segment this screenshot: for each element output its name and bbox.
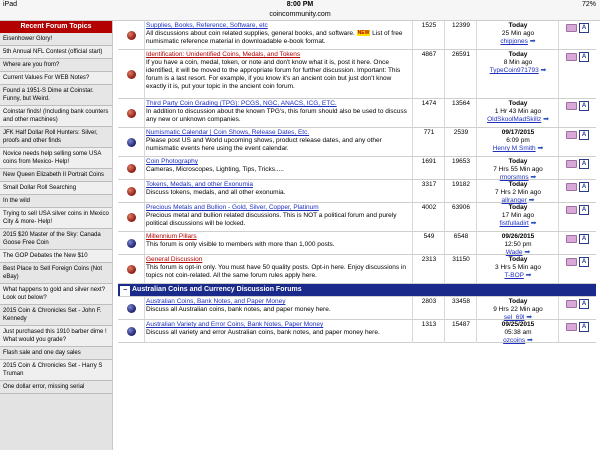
- last-post-date: Today: [508, 204, 528, 211]
- forum-status-cell: [118, 180, 145, 202]
- last-post-time: 1 Hr 43 Min ago: [494, 108, 542, 115]
- forum-title-link[interactable]: Australian Variety and Error Coins, Bank Notes, Paper Money: [146, 321, 324, 328]
- forum-title-link[interactable]: General Discussion: [146, 256, 203, 263]
- forum-row: [118, 297, 596, 320]
- post-count: 6548: [444, 232, 477, 255]
- last-post-user-link[interactable]: OldSkoolMadSkillz: [487, 116, 542, 123]
- folder-icon[interactable]: [566, 53, 577, 61]
- forum-list: [118, 21, 596, 450]
- last-post-time: 7 Hrs 2 Min ago: [495, 189, 541, 196]
- topic-count: 1313: [412, 320, 445, 343]
- url-bar[interactable]: coincommunity.com: [0, 9, 600, 21]
- last-post: [476, 255, 559, 284]
- last-post-user-link[interactable]: chipjones: [500, 38, 528, 45]
- forum-description: Discuss all Australian coins, bank notes, and paper money here.: [146, 306, 331, 313]
- forum-row: [118, 21, 596, 50]
- forum-description: If you have a coin, medal, token, or note and don't know what it is, post it here. Once identified, it will be moved to the appropriate forum for further discussion. Important: This forum is a last resort. For example, if you know it's an ancient coin but just don't know exactly it is, put your topic in the ancient coin forum.: [146, 59, 401, 90]
- last-post: [476, 21, 559, 50]
- last-post-user-link[interactable]: T-BOP: [504, 272, 524, 279]
- forum-description: All discussions about coin related supplies, general books, and software. NEW List of free numismatic reference material in downloadable e-book format.: [146, 30, 403, 45]
- last-post: [476, 297, 559, 320]
- sidebar-topic-link[interactable]: 2015 Coin & Chronicles Set - Harry S Truman: [0, 360, 112, 381]
- last-post-user-line: [487, 116, 549, 123]
- last-post-time: 17 Min ago: [501, 212, 535, 219]
- last-post-time: 12:50 pm: [504, 241, 532, 248]
- a-box-icon[interactable]: A: [579, 299, 589, 309]
- collapse-toggle-icon[interactable]: −: [120, 286, 130, 296]
- arrow-right-icon[interactable]: ➡: [524, 249, 531, 256]
- a-box-icon[interactable]: A: [579, 52, 589, 62]
- folder-icon[interactable]: [566, 206, 577, 214]
- folder-icon[interactable]: [566, 160, 577, 168]
- last-post-user-link[interactable]: Wade: [505, 249, 523, 256]
- last-post: [476, 99, 559, 128]
- forum-description: Please post US and World upcoming shows, product release dates, and any other numismatic events here using the event calendar.: [146, 137, 382, 152]
- forum-row: [118, 50, 596, 99]
- forum-status-cell: [118, 320, 145, 342]
- recent-topics-sidebar: [0, 21, 113, 450]
- topic-count: 2803: [412, 297, 445, 320]
- forum-actions: [558, 320, 596, 342]
- a-box-icon[interactable]: A: [579, 101, 589, 111]
- sidebar-topic-link[interactable]: Found a 1951-S Dime at Coinstar. Funny, but Weird.: [0, 85, 112, 106]
- clock: 8:00 PM: [286, 1, 314, 8]
- last-post-date: Today: [508, 51, 528, 58]
- a-box-icon[interactable]: A: [579, 159, 589, 169]
- sidebar-topic-link[interactable]: In the wild: [0, 195, 112, 208]
- forum-title-link[interactable]: Tokens, Medals, and other Exonumia: [146, 181, 253, 188]
- ios-status-bar: [0, 0, 600, 9]
- last-post-time: 6:09 pm: [506, 137, 530, 144]
- forum-description: This forum is only visible to members with more than 1,000 posts.: [146, 241, 335, 248]
- last-post-date: 09/17/2015: [501, 129, 535, 136]
- sidebar-topic-link[interactable]: Trying to sell USA silver coins in Mexico City & more- Help!: [0, 208, 112, 229]
- forum-title-link[interactable]: Numismatic Calendar | Coin Shows, Release Dates, Etc.: [146, 129, 310, 136]
- topic-count: 4002: [412, 203, 445, 232]
- sidebar-topic-link[interactable]: Small Dollar Roll Searching: [0, 182, 112, 195]
- arrow-right-icon[interactable]: ➡: [525, 272, 532, 279]
- device-label: iPad: [3, 1, 18, 8]
- last-post: [476, 232, 559, 255]
- forum-status-cell: [118, 203, 145, 231]
- arrow-right-icon[interactable]: ➡: [530, 220, 537, 227]
- forum-status-icon: [127, 70, 136, 79]
- last-post-date: Today: [508, 256, 528, 263]
- sidebar-topic-link[interactable]: 5th Annual NFL Contest (official start): [0, 46, 112, 59]
- forum-status-icon: [127, 187, 136, 196]
- forum-actions: [558, 128, 596, 156]
- sidebar-topic-link[interactable]: One dollar error, missing serial: [0, 381, 112, 394]
- last-post-user-link[interactable]: TypeCoin971793: [489, 67, 539, 74]
- forum-status-icon: [127, 213, 136, 222]
- folder-icon[interactable]: [566, 300, 577, 308]
- last-post-date: Today: [508, 100, 528, 107]
- forum-info: [146, 50, 408, 93]
- forum-status-icon: [127, 31, 136, 40]
- last-post-user-link[interactable]: Henry M Smith: [492, 145, 536, 152]
- forum-actions: [558, 232, 596, 254]
- forum-description: Cameras, Microscopes, Lighting, Tips, Tricks.....: [146, 166, 284, 173]
- forum-row: [118, 128, 596, 157]
- forum-row: [118, 232, 596, 255]
- last-post-user-line: [500, 38, 535, 45]
- last-post: [476, 203, 559, 232]
- folder-icon[interactable]: [566, 235, 577, 243]
- forum-title-link[interactable]: Millennium Pillars: [146, 233, 197, 240]
- sidebar-title: Recent Forum Topics: [0, 21, 112, 33]
- folder-icon[interactable]: [566, 323, 577, 331]
- sidebar-topic-link[interactable]: New Queen Elizabeth II Portrait Coins: [0, 169, 112, 182]
- forum-title-link[interactable]: Third Party Coin Grading (TPG): PCGS, NGC, ANACS, ICG, ETC.: [146, 100, 337, 107]
- a-box-icon[interactable]: A: [579, 130, 589, 140]
- post-count: 31150: [444, 255, 477, 284]
- topic-count: 771: [412, 128, 445, 157]
- last-post: [476, 50, 559, 99]
- forum-status-icon: [127, 164, 136, 173]
- forum-info: [146, 180, 408, 199]
- forum-status-cell: [118, 128, 145, 156]
- arrow-right-icon[interactable]: ➡: [528, 197, 535, 204]
- forum-description: Discuss all variety and error Australian coins, bank notes, and paper money here.: [146, 329, 380, 336]
- last-post-user-link[interactable]: rmorsmns: [499, 174, 529, 181]
- a-box-icon[interactable]: A: [579, 23, 589, 33]
- topic-count: 4867: [412, 50, 445, 99]
- forum-status-cell: [118, 157, 145, 179]
- last-post-time: 8 Min ago: [503, 59, 533, 66]
- forum-actions: [558, 99, 596, 127]
- sidebar-topic-link[interactable]: 2015 $20 Master of the Sky: Canada Goose Free Coin: [0, 229, 112, 250]
- forum-row: [118, 320, 596, 343]
- forum-status-cell: [118, 21, 145, 49]
- last-post-time: 05:38 am: [504, 329, 532, 336]
- forum-info: [146, 203, 408, 230]
- a-box-icon[interactable]: A: [579, 257, 589, 267]
- sidebar-topic-link[interactable]: Current Values For WEB Notes?: [0, 72, 112, 85]
- post-count: 12399: [444, 21, 477, 50]
- last-post-user-line: [503, 337, 533, 344]
- topic-count: 1474: [412, 99, 445, 128]
- topic-count: 1691: [412, 157, 445, 180]
- forum-status-icon: [127, 304, 136, 313]
- last-post-date: 09/25/2015: [501, 321, 535, 328]
- forum-actions: [558, 21, 596, 49]
- forum-info: [146, 128, 408, 155]
- folder-icon[interactable]: [566, 183, 577, 191]
- forum-description: In addition to discussion about the known TPG's, this forum should also be used to discuss any new or unknown companies.: [146, 108, 407, 123]
- section-title[interactable]: Australian Coins and Currency Discussion Forums: [132, 286, 302, 293]
- forum-row: [118, 203, 596, 232]
- forum-group-main: [118, 21, 596, 284]
- forum-status-cell: [118, 232, 145, 254]
- topic-count: 549: [412, 232, 445, 255]
- forum-actions: [558, 203, 596, 231]
- last-post-user-line: [500, 220, 537, 227]
- post-count: 26591: [444, 50, 477, 99]
- forum-title-link[interactable]: Precious Metals and Bullion - Gold, Silver, Copper, Platinum: [146, 204, 319, 211]
- post-count: 63906: [444, 203, 477, 232]
- topic-count: 3317: [412, 180, 445, 203]
- arrow-right-icon[interactable]: ➡: [543, 116, 549, 123]
- sidebar-topic-link[interactable]: JFK Half Dollar Roll Hunters: Silver, proofs and other finds: [0, 127, 112, 148]
- forum-info: [146, 232, 408, 251]
- forum-info: [146, 157, 408, 176]
- forum-actions: [558, 50, 596, 98]
- forum-title-link[interactable]: Australian Coins, Bank Notes, and Paper Money: [146, 298, 286, 305]
- forum-status-cell: [118, 50, 145, 98]
- arrow-right-icon[interactable]: ➡: [530, 174, 537, 181]
- forum-info: [146, 21, 408, 48]
- a-box-icon[interactable]: A: [579, 182, 589, 192]
- forum-status-icon: [127, 109, 136, 118]
- last-post-user-link[interactable]: sel_69l: [503, 314, 525, 321]
- last-post-user-line: [490, 67, 547, 74]
- last-post: [476, 180, 559, 203]
- forum-info: [146, 255, 408, 282]
- sidebar-topic-link[interactable]: 2015 Coin & Chronicles Set - John F. Kennedy: [0, 305, 112, 326]
- forum-info: [146, 99, 408, 126]
- forum-row: [118, 255, 596, 284]
- sidebar-topic-list: [0, 33, 112, 394]
- forum-status-icon: [127, 265, 136, 274]
- sidebar-topic-link[interactable]: Flash sale and one day sales: [0, 347, 112, 360]
- forum-status-cell: [118, 297, 145, 319]
- sidebar-topic-link[interactable]: Novice needs help selling some USA coins from Mexico- Help!: [0, 148, 112, 169]
- a-box-icon[interactable]: A: [579, 205, 589, 215]
- last-post-date: Today: [508, 181, 528, 188]
- forum-group-australian: [118, 297, 596, 343]
- forum-description: Discuss tokens, medals, and all other exonumia.: [146, 189, 286, 196]
- forum-actions: [558, 255, 596, 283]
- last-post: [476, 157, 559, 180]
- forum-row: [118, 180, 596, 203]
- sidebar-topic-link[interactable]: Just purchased this 1910 barber dime ! What would you grade?: [0, 326, 112, 347]
- sidebar-topic-link[interactable]: What happens to gold and silver next? Look out below?: [0, 284, 112, 305]
- forum-title-link[interactable]: Identification: Unidentified Coins, Medals, and Tokens: [146, 51, 301, 58]
- post-count: 33458: [444, 297, 477, 320]
- forum-status-icon: [127, 239, 136, 248]
- last-post-time: 9 Hrs 22 Min ago: [493, 306, 543, 313]
- arrow-right-icon[interactable]: ➡: [540, 67, 547, 74]
- forum-actions: [558, 157, 596, 179]
- last-post: [476, 128, 559, 157]
- last-post-user-link[interactable]: allranger: [501, 197, 527, 204]
- forum-status-cell: [118, 99, 145, 127]
- last-post-date: 09/26/2015: [501, 233, 535, 240]
- arrow-right-icon[interactable]: ➡: [529, 38, 536, 45]
- topic-count: 1525: [412, 21, 445, 50]
- folder-icon[interactable]: [566, 24, 577, 32]
- last-post-user-link[interactable]: fistfulladirt: [499, 220, 529, 227]
- new-badge: NEW: [357, 30, 370, 37]
- post-count: 15487: [444, 320, 477, 343]
- last-post-date: Today: [508, 158, 528, 165]
- battery-indicator: 72%: [581, 1, 596, 8]
- sidebar-topic-link[interactable]: Coinstar finds! (Including bank counters and other machines): [0, 106, 112, 127]
- sidebar-topic-link[interactable]: The GOP Debates the New $10: [0, 250, 112, 263]
- last-post-time: 7 Hrs 55 Min ago: [493, 166, 543, 173]
- forum-title-link[interactable]: Coin Photography: [146, 158, 199, 165]
- last-post-user-line: [493, 145, 544, 152]
- forum-actions: [558, 297, 596, 319]
- folder-icon[interactable]: [566, 258, 577, 266]
- forum-row: [118, 99, 596, 128]
- a-box-icon[interactable]: A: [579, 234, 589, 244]
- arrow-right-icon[interactable]: ➡: [526, 337, 533, 344]
- sidebar-topic-link[interactable]: Eisenhower Glory!: [0, 33, 112, 46]
- forum-info: [146, 320, 408, 339]
- folder-icon[interactable]: [566, 102, 577, 110]
- forum-status-icon: [127, 327, 136, 336]
- arrow-right-icon[interactable]: ➡: [537, 145, 544, 152]
- last-post-time: 25 Min ago: [501, 30, 535, 37]
- forum-info: [146, 297, 408, 316]
- forum-description: Precious metal and bullion related discussions. This is NOT a political forum and purely political discussions will be locked.: [146, 212, 397, 227]
- folder-icon[interactable]: [566, 131, 577, 139]
- section-header-australian[interactable]: [118, 284, 596, 297]
- forum-row: [118, 157, 596, 180]
- forum-title-link[interactable]: Supplies, Books, Reference, Software, etc: [146, 22, 268, 29]
- forum-description: This forum is opt-in only. You must have 50 quality posts. Opt-in here. Enjoy discussions in topics not coin-related. All the same forum rules apply here.: [146, 264, 407, 279]
- sidebar-topic-link[interactable]: Where are you from?: [0, 59, 112, 72]
- post-count: 19182: [444, 180, 477, 203]
- topic-count: 2313: [412, 255, 445, 284]
- post-count: 2539: [444, 128, 477, 157]
- sidebar-topic-link[interactable]: Best Place to Sell Foreign Coins (Not eBay): [0, 263, 112, 284]
- last-post-date: Today: [508, 298, 528, 305]
- post-count: 19653: [444, 157, 477, 180]
- last-post: [476, 320, 559, 343]
- forum-status-cell: [118, 255, 145, 283]
- forum-status-icon: [127, 138, 136, 147]
- last-post-user-link[interactable]: ozcoins: [503, 337, 526, 344]
- post-count: 13564: [444, 99, 477, 128]
- last-post-user-line: [504, 272, 531, 279]
- forum-actions: [558, 180, 596, 202]
- last-post-time: 3 Hrs 5 Min ago: [495, 264, 541, 271]
- arrow-right-icon[interactable]: ➡: [526, 314, 533, 321]
- last-post-date: Today: [508, 22, 528, 29]
- a-box-icon[interactable]: A: [579, 322, 589, 332]
